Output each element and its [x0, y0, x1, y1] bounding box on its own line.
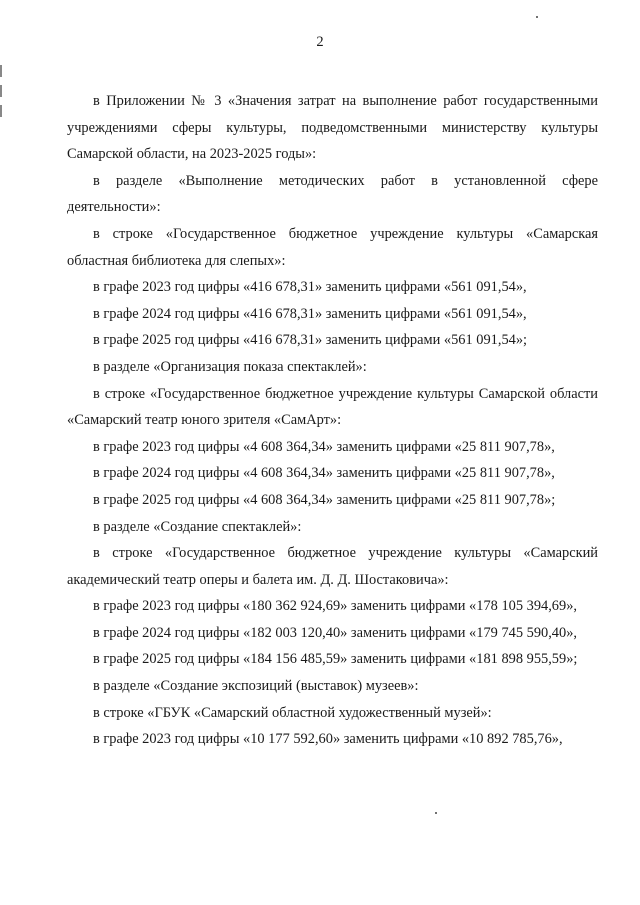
- paragraph: в графе 2025 год цифры «184 156 485,59» заменить цифрами «181 898 955,59»;: [93, 651, 578, 668]
- paragraph: в графе 2024 год цифры «4 608 364,34» заменить цифрами «25 811 907,78»,: [93, 465, 555, 482]
- paragraph: в строке «Государственное бюджетное учреждение культуры Самарской области «Самарский театр юного зрителя «СамАрт»:: [67, 385, 598, 429]
- scan-edge-marks: [0, 65, 2, 135]
- paragraph: в строке «Государственное бюджетное учреждение культуры «Самарский академический театр оперы и балета им. Д. Д. Шостаковича»:: [67, 545, 598, 588]
- paragraph: в графе 2025 год цифры «4 608 364,34» заменить цифрами «25 811 907,78»;: [93, 491, 556, 508]
- scan-speck: [536, 16, 538, 18]
- paragraph: в графе 2023 год цифры «4 608 364,34» заменить цифрами «25 811 907,78»,: [93, 438, 555, 455]
- paragraph: в графе 2023 год цифры «10 177 592,60» заменить цифрами «10 892 785,76»,: [93, 731, 563, 748]
- paragraph: в строке «ГБУК «Самарский областной художественный музей»:: [93, 704, 492, 721]
- paragraph: в графе 2024 год цифры «182 003 120,40» заменить цифрами «179 745 590,40»,: [93, 624, 577, 641]
- document-body: [67, 88, 598, 753]
- paragraph: в строке «Государственное бюджетное учреждение культуры «Самарская областная библиотека для слепых»:: [67, 225, 598, 269]
- paragraph: в разделе «Создание спектаклей»:: [93, 518, 302, 535]
- paragraph: в разделе «Создание экспозиций (выставок) музеев»:: [93, 678, 419, 695]
- scan-speck: [435, 812, 437, 814]
- paragraph: в графе 2023 год цифры «416 678,31» заменить цифрами «561 091,54»,: [93, 279, 527, 296]
- paragraph: в графе 2025 год цифры «416 678,31» заменить цифрами «561 091,54»;: [93, 332, 528, 349]
- paragraph: в графе 2024 год цифры «416 678,31» заменить цифрами «561 091,54»,: [93, 305, 527, 322]
- paragraph: в Приложении № 3 «Значения затрат на выполнение работ государственными учреждениями сферы культуры, подведомственными министерству культуры Самарской области, на 2023-2025 годы»:: [67, 93, 598, 163]
- page-number: 2: [316, 34, 324, 50]
- paragraph: в разделе «Организация показа спектаклей»:: [93, 358, 367, 375]
- paragraph: в разделе «Выполнение методических работ в установленной сфере деятельности»:: [67, 172, 598, 216]
- paragraph: в графе 2023 год цифры «180 362 924,69» заменить цифрами «178 105 394,69»,: [93, 598, 577, 615]
